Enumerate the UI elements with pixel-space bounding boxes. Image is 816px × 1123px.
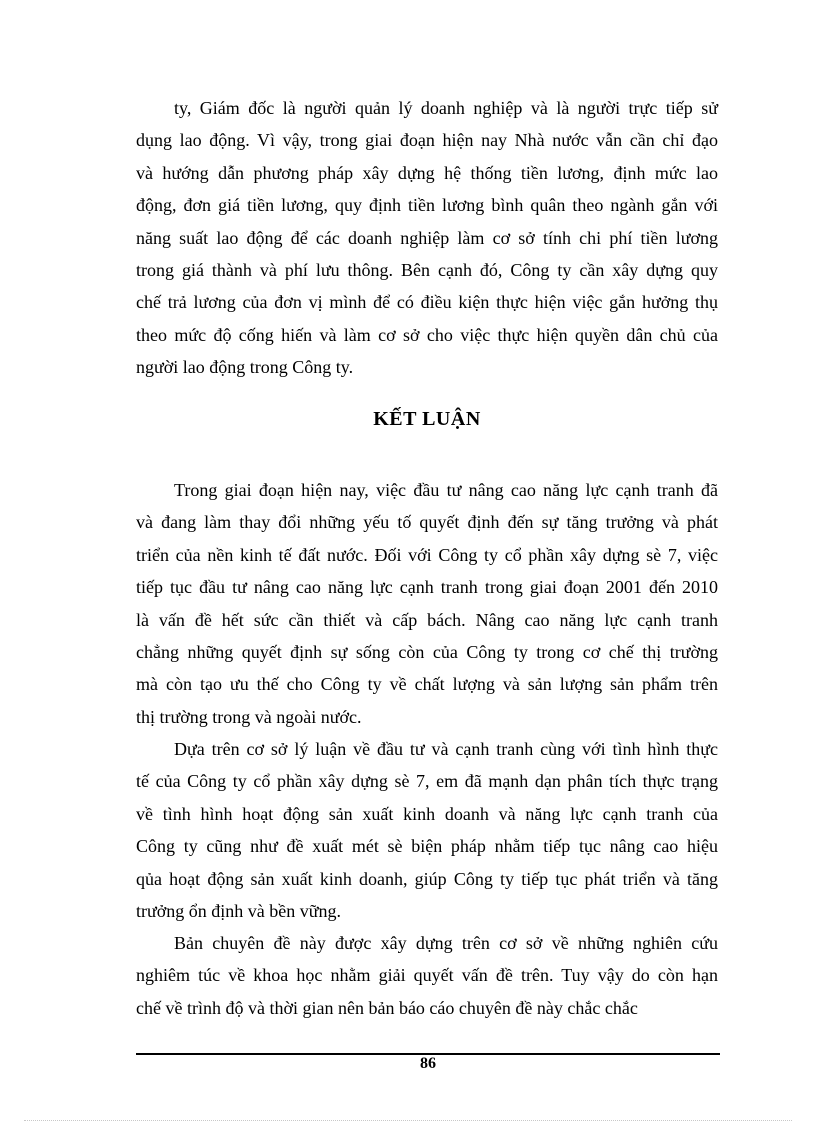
text-line: về tình hình hoạt động sản xuất kinh doanh và năng lực cạnh tranh của bbox=[136, 803, 718, 824]
text-line: qủa hoạt động sản xuất kinh doanh, giúp Công ty tiếp tục phát triển và tăng bbox=[136, 868, 718, 889]
text-line: năng suất lao động để các doanh nghiệp làm cơ sở tính chi phí tiền lương bbox=[136, 227, 718, 248]
text-line: tế của Công ty cổ phần xây dựng sè 7, em đã mạnh dạn phân tích thực trạng bbox=[136, 771, 718, 792]
text-line: và đang làm thay đổi những yếu tố quyết định đến sự tăng trưởng và phát bbox=[136, 512, 718, 533]
text-line: triển của nền kinh tế đất nước. Đối với Công ty cổ phần xây dựng sè 7, việc bbox=[136, 544, 718, 565]
text-line: chế trả lương của đơn vị mình để có điều kiện thực hiện việc gắn hưởng thụ bbox=[136, 292, 718, 313]
page-number: 86 bbox=[420, 1055, 436, 1072]
text-line: trong giá thành và phí lưu thông. Bên cạnh đó, Công ty cần xây dựng quy bbox=[136, 259, 718, 280]
text-line: theo mức độ cống hiến và làm cơ sở cho việc thực hiện quyền dân chủ của bbox=[136, 324, 718, 345]
text-line: người lao động trong Công ty. bbox=[136, 357, 354, 378]
paragraph-1 bbox=[136, 92, 718, 384]
text-line: nghiêm túc về khoa học nhằm giải quyết vấn đề trên. Tuy vậy do còn hạn bbox=[136, 965, 718, 986]
text-line: mà còn tạo ưu thế cho Công ty về chất lượng và sản lượng sản phẩm trên bbox=[136, 674, 718, 695]
text-line: động, đơn giá tiền lương, quy định tiền lương bình quân theo ngành gắn với bbox=[136, 195, 718, 216]
text-line: Dựa trên cơ sở lý luận về đầu tư và cạnh tranh cùng với tình hình thực bbox=[174, 739, 718, 759]
paragraph-3 bbox=[136, 733, 718, 927]
text-line: chẳng những quyết định sự sống còn của Công ty trong cơ chế thị trường bbox=[136, 641, 718, 662]
text-line: và hướng dẫn phương pháp xây dựng hệ thống tiền lương, định mức lao bbox=[136, 162, 718, 183]
text-line: Trong giai đoạn hiện nay, việc đầu tư nâng cao năng lực cạnh tranh đã bbox=[174, 480, 718, 500]
paragraph-2 bbox=[136, 474, 718, 733]
text-line: Bản chuyên đề này được xây dựng trên cơ sở về những nghiên cứu bbox=[174, 933, 718, 953]
text-line: ty, Giám đốc là người quản lý doanh nghiệp và là người trực tiếp sử bbox=[174, 98, 718, 118]
text-line: chế về trình độ và thời gian nên bản báo cáo chuyên đề này chắc chắc bbox=[136, 997, 638, 1018]
text-line: là vấn đề hết sức cần thiết và cấp bách. Nâng cao năng lực cạnh tranh bbox=[136, 609, 718, 630]
text-line: dụng lao động. Vì vậy, trong giai đoạn hiện nay Nhà nước vẫn cần chỉ đạo bbox=[136, 130, 718, 151]
paragraph-4 bbox=[136, 927, 718, 1024]
page-edge-divider bbox=[24, 1120, 792, 1121]
section-heading: KẾT LUẬN bbox=[373, 408, 481, 430]
text-line: Công ty cũng như đề xuất mét sè biện pháp nhằm tiếp tục nâng cao hiệu bbox=[136, 836, 718, 857]
text-line: tiếp tục đầu tư nâng cao năng lực cạnh tranh trong giai đoạn 2001 đến 2010 bbox=[136, 577, 718, 598]
text-line: thị trường trong và ngoài nước. bbox=[136, 706, 362, 727]
text-line: trưởng ổn định và bền vững. bbox=[136, 900, 342, 921]
